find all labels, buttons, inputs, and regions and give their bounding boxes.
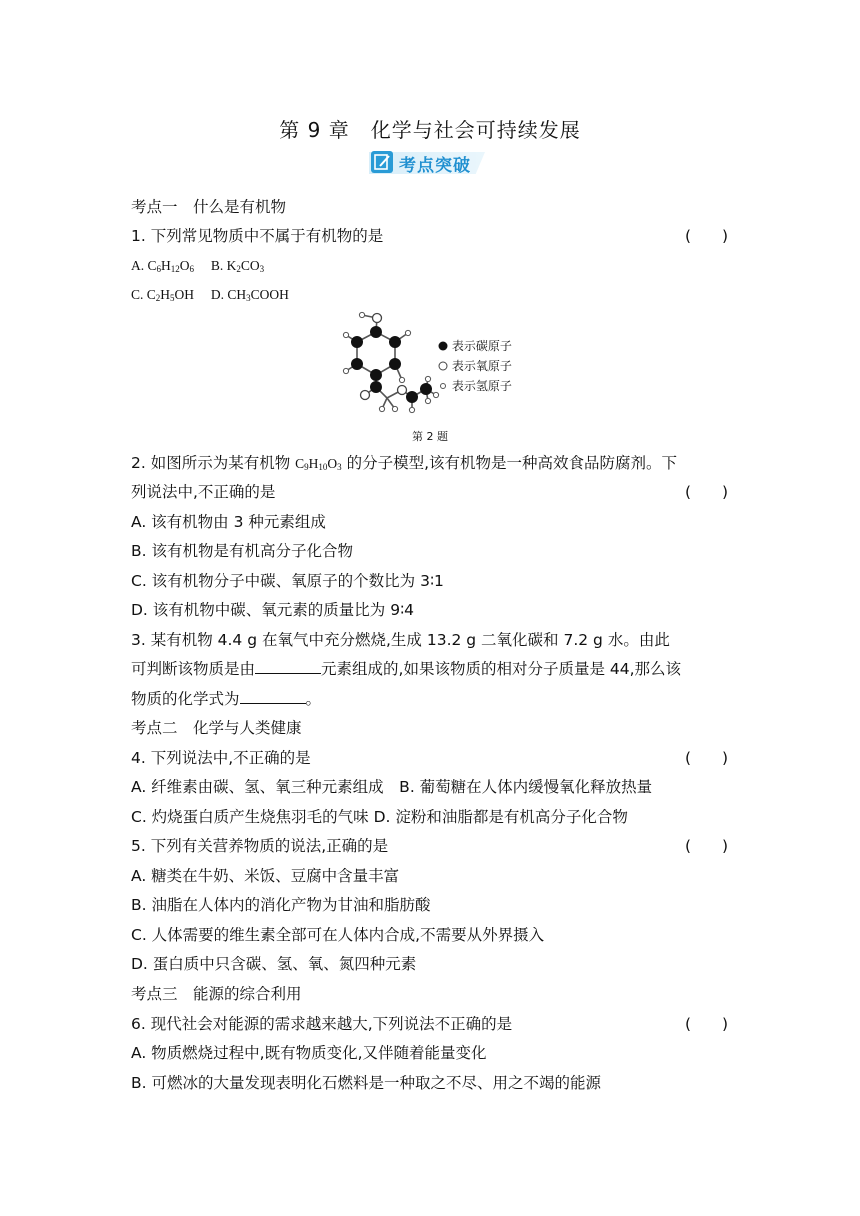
page-title: 第 9 章 化学与社会可持续发展	[279, 118, 581, 142]
figure-caption: 第 2 题	[412, 430, 448, 443]
question-4-stem: 4. 下列说法中,不正确的是	[131, 749, 311, 767]
question-2-stem-post: 的分子模型,该有机物是一种高效食品防腐剂。下	[341, 454, 678, 472]
answer-paren-6: ( )	[685, 1015, 729, 1033]
option-b: $K_2CO_3$	[226, 258, 265, 274]
question-6-stem: 6. 现代社会对能源的需求越来越大,下列说法不正确的是	[131, 1015, 513, 1033]
question-5-option-a: A. 糖类在牛奶、米饭、豆腐中含量丰富	[131, 867, 400, 885]
legend-carbon	[438, 337, 512, 354]
question-2-formula: $C_9H_{10}O_3$	[295, 456, 342, 472]
answer-paren-2: ( )	[685, 483, 729, 501]
legend-hydrogen	[438, 377, 512, 394]
question-3-line2-post: 元素组成的,如果该物质的相对分子质量是 44,那么该	[321, 660, 682, 678]
question-4-options-ab: A. 纤维素由碳、氢、氧三种元素组成 B. 葡萄糖在人体内缓慢氧化释放热量	[131, 778, 653, 796]
answer-paren-1: ( )	[685, 227, 729, 245]
answer-paren-4: ( )	[685, 749, 729, 767]
question-2-stem-pre: 2. 如图所示为某有机物	[131, 454, 296, 472]
question-2-stem-line2: 列说法中,不正确的是	[131, 483, 276, 501]
option-b-label: B.	[210, 258, 224, 273]
pencil-note-icon	[371, 151, 393, 173]
question-3-line3-pre: 物质的化学式为	[131, 690, 240, 708]
molecule-model-figure	[340, 305, 440, 417]
question-3-line3-post: 。	[305, 690, 322, 708]
question-1-options-cd	[131, 284, 289, 309]
question-3-line1: 3. 某有机物 4.4 g 在氧气中充分燃烧,生成 13.2 g 二氧化碳和 7.2 g 水。由此	[131, 631, 670, 649]
question-3-line3	[131, 688, 321, 710]
question-2-option-a: A. 该有机物由 3 种元素组成	[131, 513, 326, 531]
question-5-option-c: C. 人体需要的维生素全部可在人体内合成,不需要从外界摄入	[131, 926, 545, 944]
question-1-options-ab	[131, 255, 264, 280]
question-4-options-cd: C. 灼烧蛋白质产生烧焦羽毛的气味 D. 淀粉和油脂都是有机高分子化合物	[131, 808, 628, 826]
oxygen-atom-icon	[438, 361, 448, 371]
section-heading-1: 考点一 什么是有机物	[131, 198, 287, 216]
question-6-option-b: B. 可燃冰的大量发现表明化石燃料是一种取之不尽、用之不竭的能源	[131, 1074, 601, 1092]
question-5-stem: 5. 下列有关营养物质的说法,正确的是	[131, 837, 389, 855]
question-6-option-a: A. 物质燃烧过程中,既有物质变化,又伴随着能量变化	[131, 1044, 487, 1062]
answer-blank-elements[interactable]	[255, 659, 321, 674]
option-d-label: D.	[210, 287, 225, 302]
question-5-option-d: D. 蛋白质中只含碳、氢、氧、氮四种元素	[131, 955, 417, 973]
option-a-label: A.	[131, 258, 145, 273]
hydrogen-atom-icon	[438, 381, 448, 391]
question-2-option-b: B. 该有机物是有机高分子化合物	[131, 542, 353, 560]
legend-oxygen-label: 表示氧原子	[451, 359, 512, 373]
answer-blank-formula[interactable]	[240, 689, 306, 704]
question-2-option-c: C. 该有机物分子中碳、氧原子的个数比为 3∶1	[131, 572, 444, 590]
option-c: $C_2H_5OH$	[146, 287, 195, 303]
section-badge	[369, 150, 491, 176]
legend-carbon-label: 表示碳原子	[451, 339, 512, 353]
answer-paren-5: ( )	[685, 837, 729, 855]
carbon-atom-icon	[438, 341, 448, 351]
question-3-line2	[131, 658, 681, 680]
badge-label: 考点突破	[399, 156, 471, 176]
oxygen-atoms	[361, 314, 407, 400]
legend-hydrogen-label: 表示氢原子	[451, 379, 512, 393]
question-5-option-b: B. 油脂在人体内的消化产物为甘油和脂肪酸	[131, 896, 431, 914]
question-1-stem: 1. 下列常见物质中不属于有机物的是	[131, 227, 384, 245]
option-a: $C_6H_{12}O_6$	[147, 258, 195, 274]
section-heading-2: 考点二 化学与人类健康	[131, 719, 302, 737]
section-heading-3: 考点三 能源的综合利用	[131, 985, 302, 1003]
question-2-stem-line1	[131, 452, 677, 478]
option-c-label: C.	[131, 287, 144, 302]
question-3-line2-pre: 可判断该物质是由	[131, 660, 256, 678]
legend-oxygen	[438, 357, 512, 374]
question-2-option-d: D. 该有机物中碳、氧元素的质量比为 9∶4	[131, 601, 414, 619]
option-d: $CH_3COOH$	[227, 287, 289, 303]
